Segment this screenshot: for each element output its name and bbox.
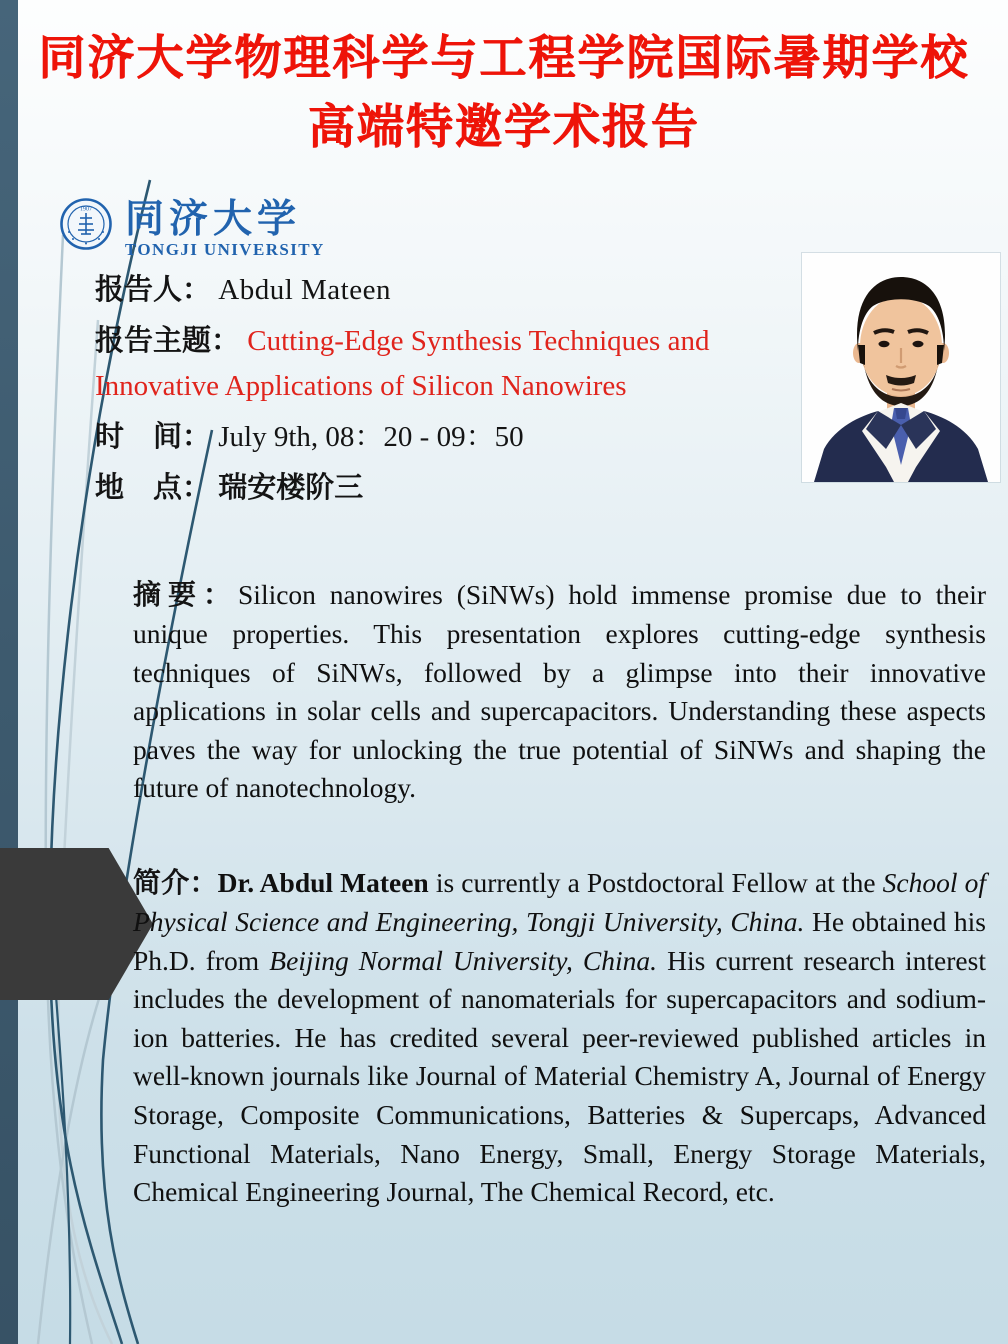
bio-text-3: His current research interest includes the development of nanomaterials for supercapacitors and sodium-ion batteries. He has credited several peer-reviewed published articles in well-known journals like Journal of Material Chemistry A, Journal of Energy Storage, Composite Communications, Batteries & Supercaps, Advanced Functional Materials, Nano Energy, Small, Energy Storage Materials, Chemical Engineering Journal, The Chemical Record, etc. [133, 944, 986, 1208]
abstract-paragraph [133, 576, 986, 809]
seal-year-text: 1907 [80, 206, 92, 213]
curve-light-3 [38, 980, 105, 1344]
speaker-photo [802, 253, 1000, 482]
bio-paragraph [133, 864, 986, 1212]
time-label: 时 间： [95, 421, 212, 453]
curve-light-1 [46, 235, 92, 1344]
bio-phd-university-italic: Beijing Normal University, China. [269, 944, 658, 976]
bio-speaker-name: Dr. Abdul Mateen [217, 866, 429, 898]
speaker-name: Abdul Mateen [218, 274, 391, 306]
speaker-label: 报告人： [95, 274, 212, 306]
speaker-portrait-graphic [802, 253, 1000, 482]
logo-name-chinese: 同济大学 [125, 196, 302, 242]
time-value: July 9th, 08：20 - 09：50 [218, 421, 524, 453]
poster-title-line-2: 高端特邀学术报告 [308, 100, 700, 155]
venue-value: 瑞安楼阶三 [218, 472, 364, 504]
topic-title: Cutting-Edge Synthesis Techniques and Innovative Applications of Silicon Nanowires [95, 325, 710, 402]
logo-wordmark [125, 198, 325, 259]
topic-label: 报告主题： [95, 325, 241, 357]
poster-title-line-1: 同济大学物理科学与工程学院国际暑期学校 [38, 31, 970, 86]
tongji-seal-icon [60, 198, 112, 250]
venue-label: 地 点： [95, 472, 212, 504]
bio-label: 简介： [133, 867, 218, 899]
poster-title [0, 24, 1008, 162]
speaker-row [95, 268, 800, 313]
arrow-banner-shape [0, 848, 153, 1000]
talk-info-list [95, 268, 800, 517]
bio-text-2: He obtained his Ph.D. from [133, 906, 986, 976]
tongji-university-logo [60, 198, 325, 259]
abstract-text: Silicon nanowires (SiNWs) hold immense promise due to their unique properties. This presentation explores cutting-edge synthesis techniques of SiNWs, followed by a glimpse into their innovative applications in solar cells and supercapacitors. Understanding these aspects paves the way for unlocking the true potential of SiNWs and shaping the future of nanotechnology. [133, 578, 986, 804]
topic-row [95, 319, 800, 409]
venue-row [95, 466, 800, 511]
bio-affiliation-italic: School of Physical Science and Engineering, Tongji University, China. [133, 866, 986, 938]
logo-name-english: TONGJI UNIVERSITY [125, 240, 325, 259]
time-row [95, 415, 800, 460]
abstract-label: 摘要： [133, 579, 239, 611]
left-accent-bar [0, 0, 18, 1344]
bio-text-1: is currently a Postdoctoral Fellow at the [428, 866, 883, 898]
